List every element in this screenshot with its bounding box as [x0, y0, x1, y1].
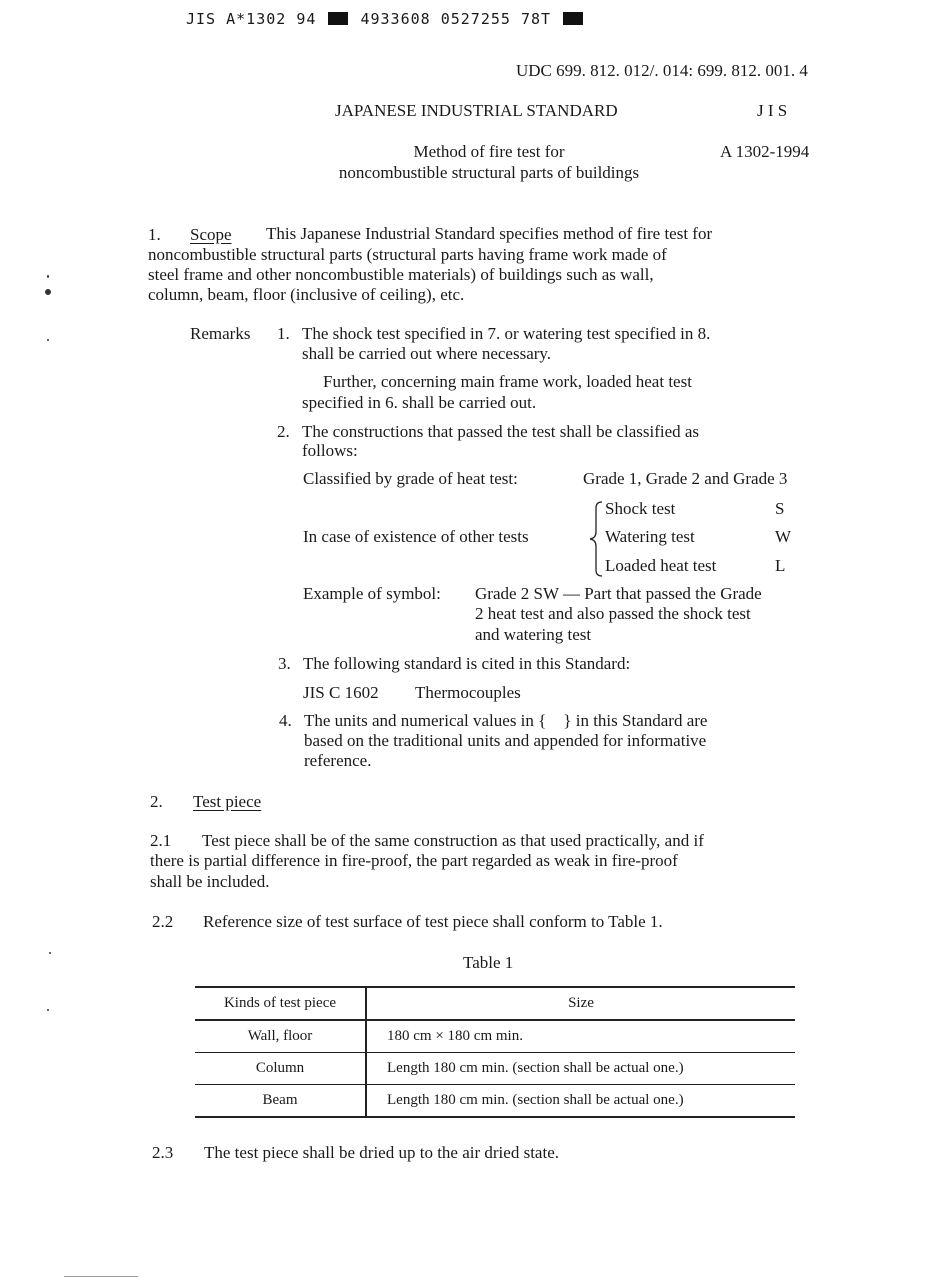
clause-2-1-line-2: there is partial difference in fire-proof, the part regarded as weak in fire-proof [150, 851, 678, 870]
document-code-part1: JIS A*1302 94 [186, 10, 317, 28]
table-cell-size: Length 180 cm min. (section shall be actual one.) [366, 1053, 795, 1085]
example-line-2: 2 heat test and also passed the shock test [475, 604, 751, 623]
curly-brace-icon [588, 500, 604, 578]
other-tests-label: In case of existence of other tests [303, 527, 529, 546]
remark-1-line-1: The shock test specified in 7. or watering test specified in 8. [302, 324, 711, 343]
table-cell-size: Length 180 cm min. (section shall be actual one.) [366, 1085, 795, 1118]
section-2-number: 2. [150, 792, 163, 811]
section-1-heading: Scope [190, 225, 232, 244]
remarks-label: Remarks [190, 324, 251, 343]
table-row [195, 1085, 795, 1118]
scan-edge-line [64, 1276, 138, 1277]
scan-speck [47, 275, 49, 278]
remark-4-line-3: reference. [304, 751, 372, 770]
black-block-mark [563, 12, 583, 25]
title-line-2: noncombustible structural parts of buildings [338, 163, 640, 182]
table-cell-kind: Column [195, 1053, 366, 1085]
test-symbol-watering: W [775, 527, 792, 546]
scope-line-4: column, beam, floor (inclusive of ceiling), etc. [148, 285, 465, 304]
udc-number: UDC 699. 812. 012/. 014: 699. 812. 001. 4 [516, 61, 808, 80]
table-row [195, 1053, 795, 1085]
test-symbol-loaded-heat: L [775, 556, 786, 575]
scan-speck [49, 952, 51, 954]
grade-label: Classified by grade of heat test: [303, 469, 518, 488]
remark-2-line-1: The constructions that passed the test shall be classified as [302, 422, 700, 441]
clause-2-2-number: 2.2 [152, 912, 174, 931]
section-2-heading: Test piece [193, 792, 262, 811]
test-symbol-shock: S [775, 499, 785, 518]
clause-2-1-line-3: shall be included. [150, 872, 270, 891]
example-line-1: Grade 2 SW — Part that passed the Grade [475, 584, 762, 603]
black-block-mark [328, 12, 348, 25]
scan-speck [47, 1009, 49, 1011]
remark-1-line-2: shall be carried out where necessary. [302, 344, 552, 363]
document-code-line [186, 10, 585, 28]
remark-2-line-2: follows: [302, 441, 358, 460]
clause-2-3-number: 2.3 [152, 1143, 174, 1162]
scope-line-1: This Japanese Industrial Standard specifies method of fire test for [266, 224, 713, 243]
remark-3-line: The following standard is cited in this Standard: [303, 654, 631, 673]
test-name-watering: Watering test [605, 527, 695, 546]
cited-standard-title: Thermocouples [415, 683, 521, 702]
cited-standard-code: JIS C 1602 [303, 683, 379, 702]
scope-line-3: steel frame and other noncombustible materials) of buildings such as wall, [148, 265, 654, 284]
jis-mark: J I S [757, 101, 788, 120]
title-line-1: Method of fire test for [413, 142, 565, 161]
table-1-caption: Table 1 [463, 953, 514, 972]
remark-4-line-1: The units and numerical values in { } in this Standard are [304, 711, 708, 730]
remark-4-line-2: based on the traditional units and appended for informative [304, 731, 707, 750]
remark-2-number: 2. [277, 422, 290, 441]
scan-speck [45, 289, 51, 295]
grade-value: Grade 1, Grade 2 and Grade 3 [583, 469, 788, 488]
scan-speck [47, 339, 49, 341]
clause-2-1-line-1: Test piece shall be of the same construction as that used practically, and if [202, 831, 704, 850]
table-header-size: Size [366, 987, 795, 1020]
document-code-part2: 4933608 0527255 78T [360, 10, 552, 28]
clause-2-1-number: 2.1 [150, 831, 172, 850]
table-cell-kind: Beam [195, 1085, 366, 1118]
standard-name: JAPANESE INDUSTRIAL STANDARD [335, 101, 618, 120]
table-cell-size: 180 cm × 180 cm min. [366, 1020, 795, 1053]
remark-1-number: 1. [277, 324, 290, 343]
table-row [195, 1020, 795, 1053]
clause-2-2-text: Reference size of test surface of test piece shall conform to Table 1. [203, 912, 663, 931]
standard-number: A 1302-1994 [720, 142, 810, 161]
table-header-kind: Kinds of test piece [195, 987, 366, 1020]
remark-1-extra-line-2: specified in 6. shall be carried out. [302, 393, 537, 412]
scope-line-2: noncombustible structural parts (structural parts having frame work made of [148, 245, 667, 264]
test-name-loaded-heat: Loaded heat test [605, 556, 717, 575]
example-line-3: and watering test [475, 625, 592, 644]
table-header-row [195, 987, 795, 1020]
remark-4-number: 4. [279, 711, 292, 730]
remark-1-extra-line-1: Further, concerning main frame work, loaded heat test [323, 372, 692, 391]
section-1-number: 1. [148, 225, 161, 244]
test-name-shock: Shock test [605, 499, 676, 518]
table-1 [195, 986, 795, 1118]
clause-2-3-text: The test piece shall be dried up to the air dried state. [204, 1143, 559, 1162]
table-cell-kind: Wall, floor [195, 1020, 366, 1053]
remark-3-number: 3. [278, 654, 291, 673]
example-label: Example of symbol: [303, 584, 441, 603]
